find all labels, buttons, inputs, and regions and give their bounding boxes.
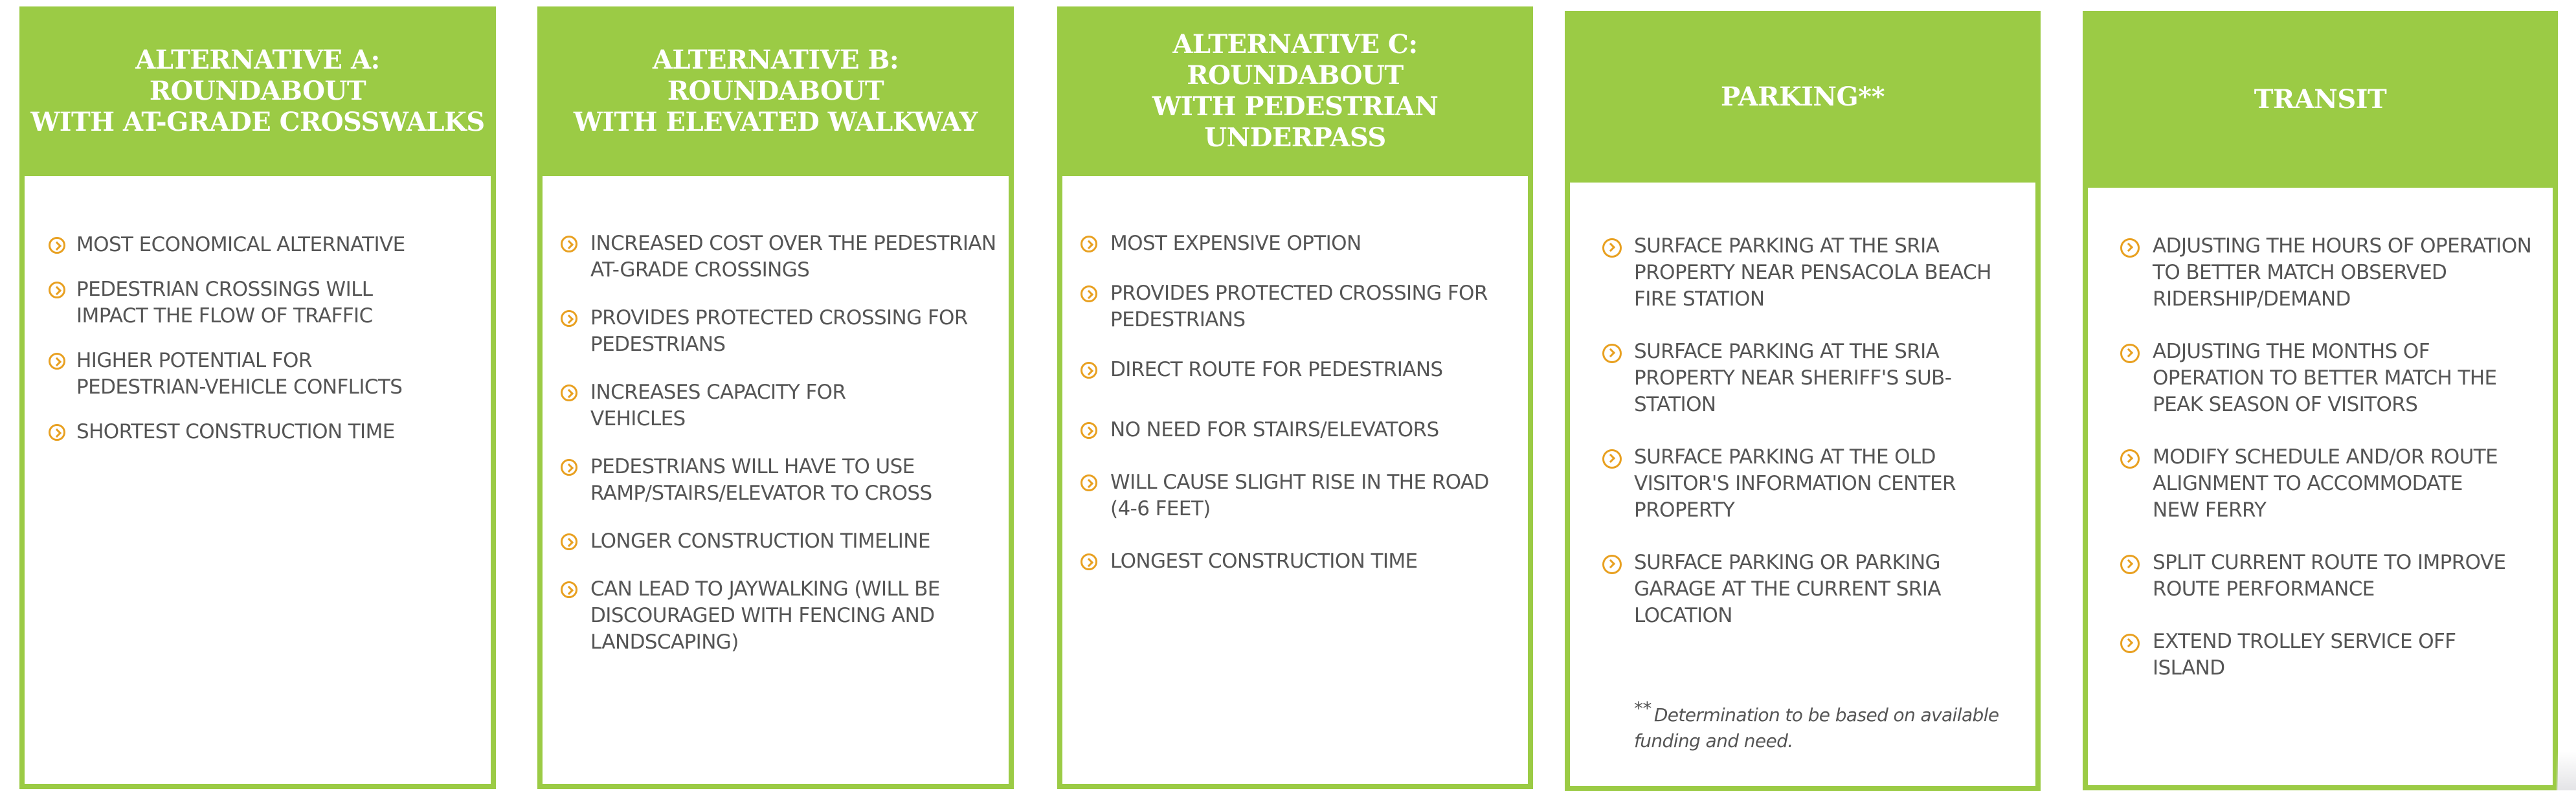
bullet-list xyxy=(2088,233,2553,682)
list-item-text: NO NEED FOR STAIRS/ELEVATORS xyxy=(1110,418,1439,441)
footnote-marker: ** xyxy=(1634,697,1652,719)
list-item xyxy=(2088,629,2515,682)
list-item-text: PROVIDES PROTECTED CROSSING FOR PEDESTRIANS xyxy=(1110,282,1488,331)
title-line: WITH PEDESTRIAN UNDERPASS xyxy=(1152,91,1439,153)
chevron-circle-right-icon xyxy=(2120,555,2140,574)
title-line: ROUNDABOUT xyxy=(149,76,366,106)
list-item xyxy=(25,232,439,258)
list-item xyxy=(1062,357,1525,383)
list-item-text: LONGEST CONSTRUCTION TIME xyxy=(1110,550,1418,573)
bullet-list xyxy=(543,230,1009,656)
list-item xyxy=(543,454,1005,507)
title-line: WITH AT-GRADE CROSSWALKS xyxy=(30,107,485,137)
list-item-text: SURFACE PARKING AT THE SRIA PROPERTY NEAR SHERIFF'S SUB-STATION xyxy=(1634,340,1952,416)
card-parking xyxy=(1565,11,2041,791)
chevron-circle-right-icon xyxy=(1602,555,1622,574)
chevron-circle-right-icon xyxy=(1081,236,1097,252)
chevron-circle-right-icon xyxy=(49,424,65,441)
list-item xyxy=(25,419,439,445)
list-item-text: PEDESTRIAN CROSSINGS WILL IMPACT THE FLOW OF TRAFFIC xyxy=(76,278,373,328)
list-item-text: DIRECT ROUTE FOR PEDESTRIANS xyxy=(1110,358,1443,381)
chevron-circle-right-icon xyxy=(2120,634,2140,653)
chevron-circle-right-icon xyxy=(561,459,577,476)
title-line: ALTERNATIVE B: xyxy=(652,45,899,75)
list-item xyxy=(2088,233,2541,313)
chevron-circle-right-icon xyxy=(1602,449,1622,469)
card-alternative-a xyxy=(19,6,496,789)
chevron-circle-right-icon xyxy=(2120,449,2140,469)
list-item-text: CAN LEAD TO JAYWALKING (WILL BE DISCOURAGED WITH FENCING AND LANDSCAPING) xyxy=(590,577,940,654)
list-item-text: SURFACE PARKING OR PARKING GARAGE AT THE CURRENT SRIA LOCATION xyxy=(1634,551,1941,627)
list-item-text: ADJUSTING THE HOURS OF OPERATION TO BETTER MATCH OBSERVED RIDERSHIP/DEMAND xyxy=(2153,234,2532,311)
card-body xyxy=(543,230,1009,784)
card-header-alternative-a xyxy=(19,6,496,176)
card-title xyxy=(574,45,978,138)
list-item xyxy=(1062,280,1499,333)
card-title xyxy=(2254,84,2386,115)
chevron-circle-right-icon xyxy=(2120,344,2140,363)
list-item-text: SHORTEST CONSTRUCTION TIME xyxy=(76,420,395,443)
list-item xyxy=(1570,444,2022,524)
list-item xyxy=(543,379,927,432)
chevron-circle-right-icon xyxy=(1081,422,1097,439)
list-item xyxy=(2088,339,2541,418)
footnote xyxy=(1634,697,2022,754)
chevron-circle-right-icon xyxy=(1081,553,1097,570)
title-line: ROUNDABOUT xyxy=(667,76,884,106)
list-item-text: SPLIT CURRENT ROUTE TO IMPROVE ROUTE PERFORMANCE xyxy=(2153,551,2506,601)
list-item-text: HIGHER POTENTIAL FOR PEDESTRIAN-VEHICLE CONFLICTS xyxy=(76,349,403,399)
list-item xyxy=(1062,417,1525,443)
chevron-circle-right-icon xyxy=(561,581,577,598)
page-curl-shadow xyxy=(2557,752,2576,790)
bullet-list xyxy=(1570,233,2035,629)
chevron-circle-right-icon xyxy=(49,237,65,254)
card-header-parking xyxy=(1565,11,2041,183)
list-item xyxy=(1570,339,2022,418)
chevron-circle-right-icon xyxy=(1602,344,1622,363)
card-body xyxy=(1062,230,1528,784)
card-body xyxy=(25,232,491,784)
chevron-circle-right-icon xyxy=(49,353,65,370)
list-item-text: EXTEND TROLLEY SERVICE OFF ISLAND xyxy=(2153,630,2456,680)
list-item xyxy=(543,528,1005,555)
list-item-text: INCREASED COST OVER THE PEDESTRIAN AT-GRADE CROSSINGS xyxy=(590,232,996,282)
list-item xyxy=(543,576,1005,656)
card-body xyxy=(2088,233,2553,785)
footnote-text: Determination to be based on available funding and need. xyxy=(1634,704,1999,752)
chevron-circle-right-icon xyxy=(1081,474,1097,491)
card-alternative-b xyxy=(537,6,1014,789)
list-item-text: ADJUSTING THE MONTHS OF OPERATION TO BETTER MATCH THE PEAK SEASON OF VISITORS xyxy=(2153,340,2497,416)
chevron-circle-right-icon xyxy=(561,384,577,401)
chevron-circle-right-icon xyxy=(2120,238,2140,258)
list-item-text: SURFACE PARKING AT THE OLD VISITOR'S INFORMATION CENTER PROPERTY xyxy=(1634,445,1956,522)
card-title xyxy=(1057,29,1533,153)
list-item xyxy=(25,348,439,401)
chevron-circle-right-icon xyxy=(561,533,577,550)
list-item xyxy=(1570,550,2022,629)
list-item-text: MOST ECONOMICAL ALTERNATIVE xyxy=(76,233,405,256)
title-line: ALTERNATIVE C: xyxy=(1172,29,1418,60)
title-line: ROUNDABOUT xyxy=(1187,60,1404,91)
list-item-text: MODIFY SCHEDULE AND/OR ROUTE ALIGNMENT TO ACCOMMODATE NEW FERRY xyxy=(2153,445,2498,522)
list-item-text: WILL CAUSE SLIGHT RISE IN THE ROAD (4-6 FEET) xyxy=(1110,471,1489,520)
bullet-list xyxy=(25,232,491,445)
card-header-alternative-c xyxy=(1057,6,1533,176)
chevron-circle-right-icon xyxy=(1081,285,1097,302)
card-alternative-c xyxy=(1057,6,1533,789)
chevron-circle-right-icon xyxy=(1081,362,1097,379)
list-item xyxy=(1062,548,1525,575)
list-item xyxy=(25,276,439,329)
card-header-alternative-b xyxy=(537,6,1014,176)
list-item xyxy=(2088,550,2541,603)
list-item xyxy=(2088,444,2502,524)
list-item-text: MOST EXPENSIVE OPTION xyxy=(1110,232,1361,255)
card-body xyxy=(1570,233,2035,786)
chevron-circle-right-icon xyxy=(1602,238,1622,258)
title-line: TRANSIT xyxy=(2254,84,2387,115)
list-item-text: INCREASES CAPACITY FOR VEHICLES xyxy=(590,381,846,430)
list-item xyxy=(543,305,979,358)
list-item-text: PEDESTRIANS WILL HAVE TO USE RAMP/STAIRS/ELEVATOR TO CROSS xyxy=(590,455,932,505)
list-item-text: LONGER CONSTRUCTION TIMELINE xyxy=(590,529,930,553)
list-item xyxy=(1062,469,1499,522)
bullet-list xyxy=(1062,230,1528,575)
card-title xyxy=(30,45,484,138)
chevron-circle-right-icon xyxy=(49,282,65,298)
title-line: PARKING** xyxy=(1721,81,1885,112)
card-header-transit xyxy=(2083,11,2558,188)
list-item-text: SURFACE PARKING AT THE SRIA PROPERTY NEAR PENSACOLA BEACH FIRE STATION xyxy=(1634,234,1991,311)
chevron-circle-right-icon xyxy=(561,310,577,327)
chevron-circle-right-icon xyxy=(561,236,577,252)
card-transit xyxy=(2083,11,2558,790)
title-line: ALTERNATIVE A: xyxy=(135,45,380,75)
list-item xyxy=(543,230,998,284)
title-line: WITH ELEVATED WALKWAY xyxy=(573,107,978,137)
card-title xyxy=(1721,82,1885,113)
list-item-text: PROVIDES PROTECTED CROSSING FOR PEDESTRIANS xyxy=(590,306,968,356)
list-item xyxy=(1062,230,1512,257)
list-item xyxy=(1570,233,2022,313)
